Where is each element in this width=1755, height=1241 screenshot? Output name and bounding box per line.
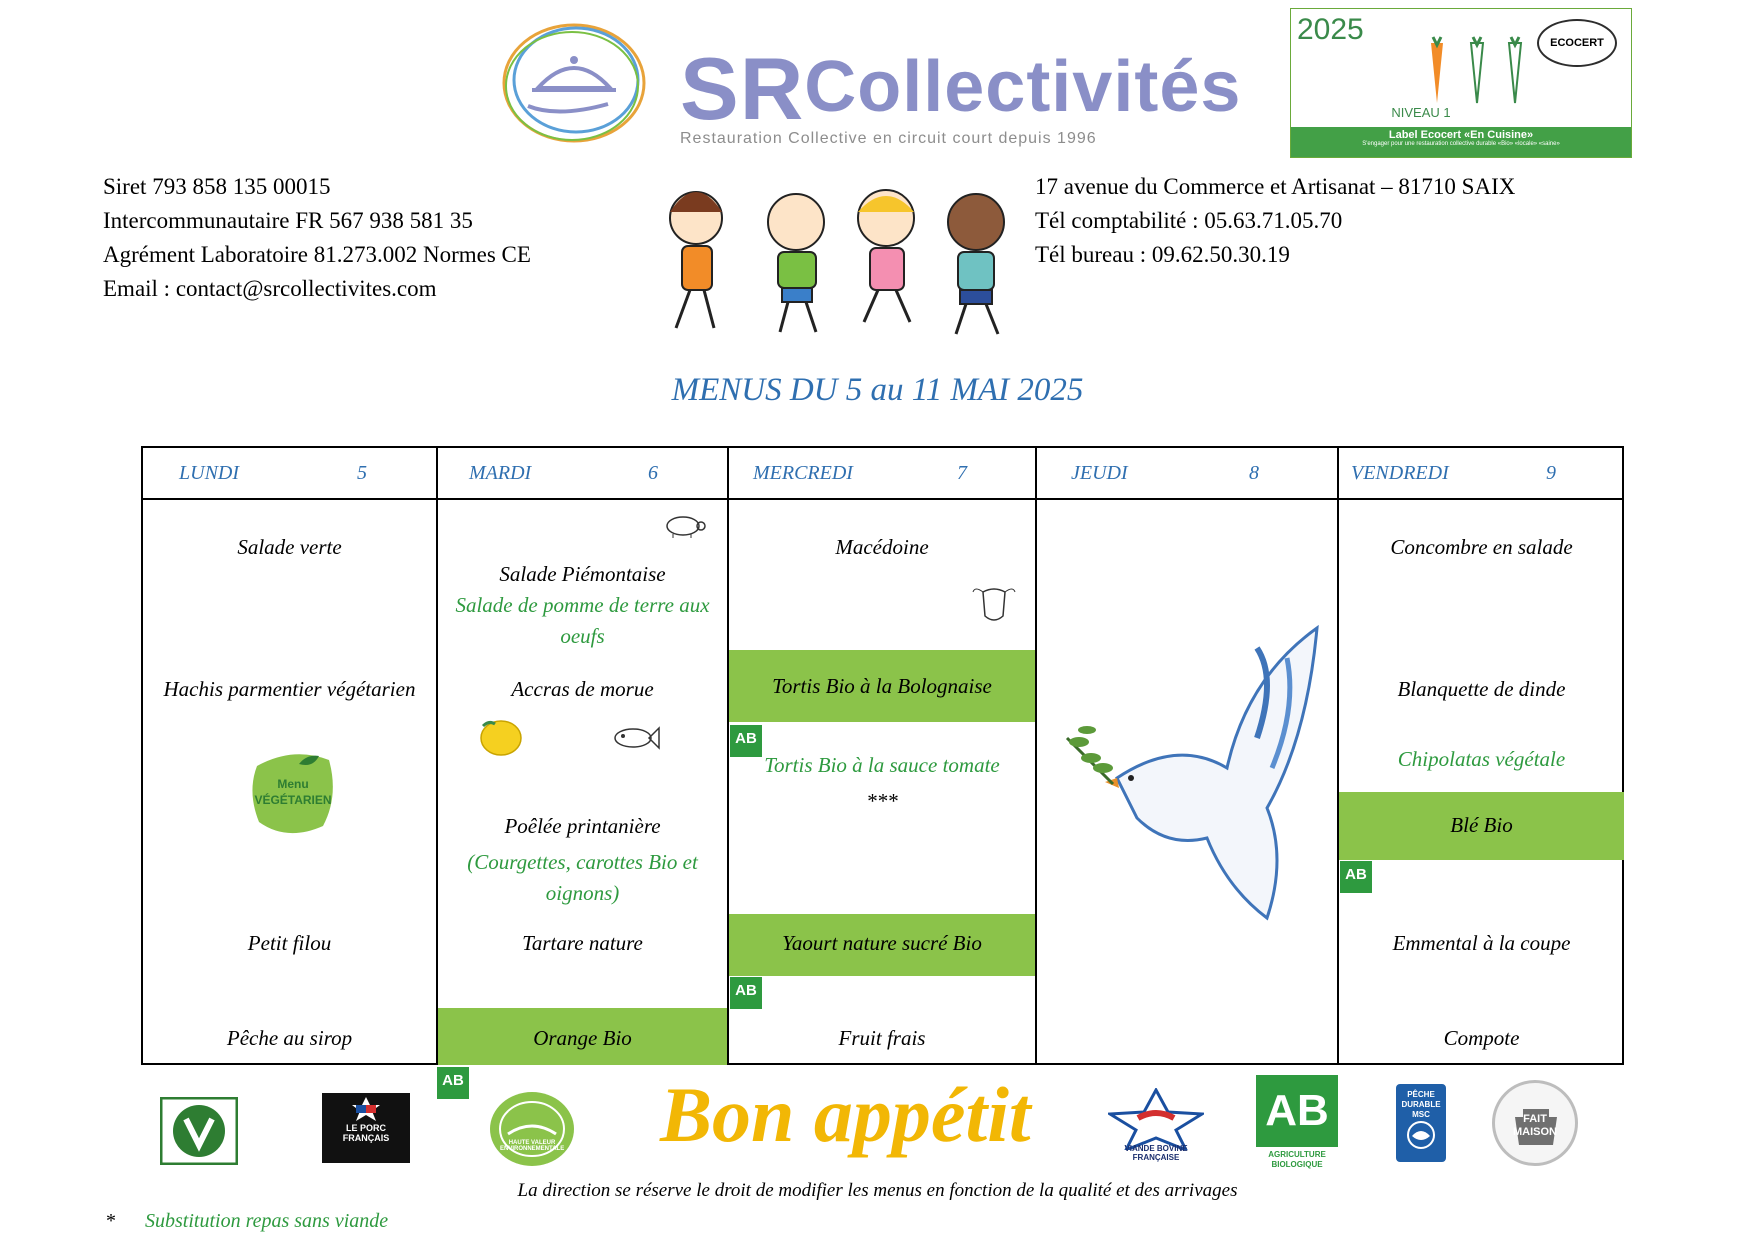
ab-large-text: AGRICULTURE BIOLOGIQUE (1268, 1150, 1326, 1169)
ecocert-badge: ECOCERT (1537, 19, 1617, 67)
msc-fish-icon (1404, 1120, 1438, 1150)
porc-francais-logo (322, 1093, 410, 1163)
mardi-laitage: Tartare nature (522, 931, 643, 955)
header-divider (143, 498, 1622, 500)
ab-bio-icon: AB (729, 724, 763, 758)
day-name-vendredi: VENDREDI (1351, 462, 1449, 484)
mercredi-dessert: Fruit frais (838, 1026, 926, 1050)
ab-bio-icon: AB (1339, 860, 1373, 894)
vendredi-laitage: Emmental à la coupe (1392, 931, 1571, 955)
mercredi-laitage: Yaourt nature sucré Bio (782, 931, 982, 955)
mardi-entree: Salade Piémontaise (499, 562, 666, 586)
address: 17 avenue du Commerce et Artisanat – 81710 SAIX (1035, 174, 1516, 199)
porc-francais-text: LE PORC FRANÇAIS (342, 1123, 390, 1143)
day-num-mardi: 6 (648, 462, 658, 484)
disclaimer-note: La direction se réserve le droit de modifier les menus en fonction de la qualité et des arrivages (517, 1180, 1238, 1201)
mercredi-plat-alt: Tortis Bio à la sauce tomate (764, 753, 1000, 777)
brand-tagline: Restauration Collective en circuit court depuis 1996 (680, 130, 1097, 147)
email: Email : contact@srcollectivites.com (103, 276, 437, 301)
ecocert-niveau: NIVEAU 1 (1391, 105, 1451, 120)
mardi-garniture: Poêlée printanière (504, 814, 661, 838)
day-num-mercredi: 7 (957, 462, 967, 484)
intercom-number: Intercommunautaire FR 567 938 581 35 (103, 208, 473, 233)
lundi-entree: Salade verte (237, 535, 342, 559)
mercredi-plat: Tortis Bio à la Bolognaise (772, 674, 992, 698)
contact-right (1035, 170, 1515, 272)
lundi-laitage: Petit filou (247, 931, 332, 955)
msc-logo (1396, 1084, 1446, 1162)
vendredi-plat-alt: Chipolatas végétale (1397, 747, 1566, 771)
mardi-plat: Accras de morue (511, 677, 654, 701)
day-name-mercredi: MERCREDI (753, 462, 853, 484)
ab-agriculture-biologique-logo (1256, 1075, 1338, 1175)
substitution-note: Substitution repas sans viande (145, 1210, 389, 1232)
tel-comptabilite: Tél comptabilité : 05.63.71.05.70 (1035, 208, 1343, 233)
column-divider (1035, 448, 1037, 1063)
dove-of-peace-illustration (1057, 618, 1327, 933)
ab-bio-icon: AB (729, 976, 763, 1010)
cloche-logo-icon (498, 18, 650, 148)
ecocert-year: 2025 (1297, 13, 1364, 46)
pig-icon (663, 512, 707, 543)
vendredi-entree: Concombre en salade (1390, 535, 1573, 559)
ab-bio-icon: AB (436, 1066, 470, 1100)
asterisk: * (106, 1210, 116, 1232)
siret: Siret 793 858 135 00015 (103, 174, 331, 199)
haute-valeur-environnementale-logo (488, 1090, 576, 1173)
day-name-mardi: MARDI (469, 462, 532, 484)
vbf-text: VIANDE BOVINE FRANÇAISE (1124, 1144, 1188, 1162)
ecocert-sublabel: S'engager pour une restauration collective durable «Bio» «locale» «saine» (1362, 141, 1560, 147)
fait-maison-text: FAIT MAISON (1513, 1113, 1557, 1138)
menu-table (141, 446, 1624, 1065)
bon-appetit: Bon appétit (660, 1071, 1031, 1158)
vendredi-plat: Blanquette de dinde (1397, 677, 1566, 701)
carrots-icon (1401, 33, 1551, 113)
mardi-dessert: Orange Bio (533, 1026, 632, 1050)
day-num-lundi: 5 (357, 462, 367, 484)
lundi-plat: Hachis parmentier végétarien (163, 677, 416, 701)
lemon-icon (477, 716, 525, 763)
ecocert-label-text: Label Ecocert «En Cuisine» (1388, 129, 1534, 141)
agrement: Agrément Laboratoire 81.273.002 Normes CE (103, 242, 531, 267)
kids-illustration (656, 172, 1036, 340)
vendredi-dessert: Compote (1443, 1026, 1520, 1050)
mardi-entree-alt: Salade de pomme de terre aux oeufs (455, 593, 710, 648)
vendredi-garniture: Blé Bio (1450, 813, 1513, 837)
day-num-vendredi: 9 (1546, 462, 1556, 484)
msc-text: PÊCHE DURABLE MSC (1401, 1090, 1441, 1119)
tel-bureau: Tél bureau : 09.62.50.30.19 (1035, 242, 1290, 267)
ecocert-label (1290, 8, 1632, 158)
cow-icon (971, 582, 1017, 631)
mardi-garniture-detail: (Courgettes, carottes Bio et oignons) (467, 850, 698, 905)
menu-vegetarien-text: Menu VÉGÉTARIEN (254, 777, 332, 807)
lundi-dessert: Pêche au sirop (226, 1026, 353, 1050)
ab-large-mark: AB (1256, 1075, 1338, 1147)
menu-vegetarien-logo (247, 746, 339, 838)
day-name-jeudi: JEUDI (1071, 462, 1128, 484)
viande-bovine-francaise-logo (1108, 1088, 1204, 1172)
ecocert-bar (1291, 127, 1631, 157)
column-divider (436, 448, 438, 1063)
fait-maison-logo (1492, 1080, 1578, 1166)
vegetarian-v-icon (160, 1097, 238, 1170)
mercredi-entree: Macédoine (835, 535, 929, 559)
brand-sr: SR (680, 39, 805, 138)
day-num-jeudi: 8 (1249, 462, 1259, 484)
mercredi-separator: *** (866, 789, 898, 813)
fish-icon (611, 724, 661, 757)
brand-name: SRCollectivités (680, 39, 1242, 138)
brand-logo (680, 30, 1242, 150)
contact-left (103, 170, 531, 306)
day-name-lundi: LUNDI (179, 462, 240, 484)
hve-text: HAUTE VALEUR ENVIRONNEMENTALE (500, 1140, 565, 1152)
menu-title: MENUS DU 5 au 11 MAI 2025 (671, 372, 1084, 408)
